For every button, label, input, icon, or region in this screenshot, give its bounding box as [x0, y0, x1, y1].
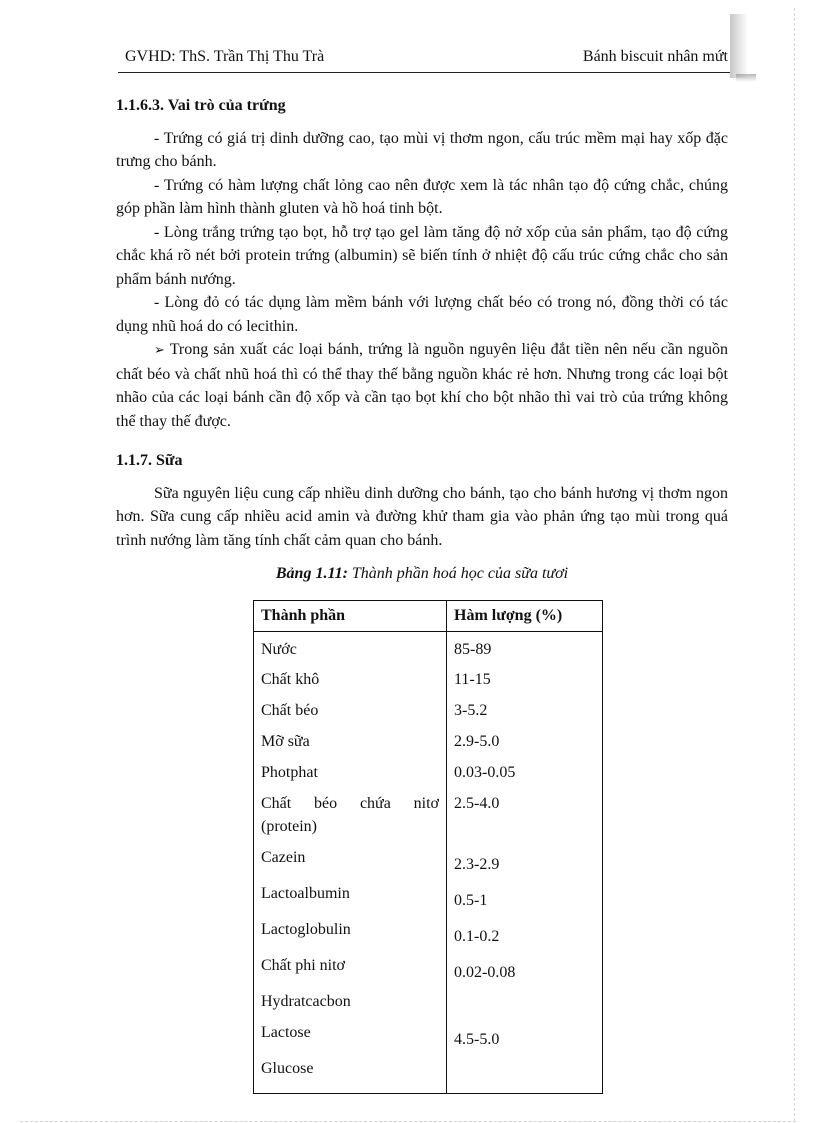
table-cell-component: Chất khô	[254, 662, 447, 693]
table-cell-component: Lactoglobulin	[254, 912, 447, 948]
table-caption-label: Bảng 1.11:	[275, 565, 348, 582]
table-cell-value: 85-89	[447, 631, 603, 662]
page-frame-bottom	[20, 1121, 796, 1122]
table-cell-component: Photphat	[254, 755, 447, 786]
table-cell-value	[447, 984, 603, 1015]
paragraph: - Trứng có giá trị dinh dưỡng cao, tạo mùi vị thơm ngon, cấu trúc mềm mại hay xốp đặc trưng cho bánh.	[116, 129, 728, 170]
paragraph: Sữa nguyên liệu cung cấp nhiều dinh dưỡng cho bánh, tạo cho bánh hương vị thơm ngon hơn. Sữa cung cấp nhiều acid amin và đường khử tham gia vào phản ứng tạo mùi trong quá trình nướng làm tăng tính chất cảm quan cho bánh.	[116, 484, 728, 549]
page-header	[120, 48, 730, 70]
table-cell-component: Nước	[254, 631, 447, 662]
table-cell-value: 11-15	[447, 662, 603, 693]
section-heading-egg: 1.1.6.3. Vai trò của trứng	[116, 97, 286, 114]
table-cell-component: Mỡ sữa	[254, 724, 447, 755]
table-cell-component: Chất béo	[254, 693, 447, 724]
table-cell-value: 2.3-2.9	[447, 840, 603, 876]
table-cell-value: 0.5-1	[447, 876, 603, 912]
paragraph: - Lòng đỏ có tác dụng làm mềm bánh với lượng chất béo có trong nó, đồng thời có tác dụng nhũ hoá do có lecithin.	[116, 294, 728, 335]
table-cell-component: Lactose	[254, 1015, 447, 1051]
conclusion-paragraph	[116, 338, 728, 433]
page-content	[116, 94, 728, 1094]
paragraph: - Trứng có hàm lượng chất lỏng cao nên được xem là tác nhân tạo độ cứng chắc, chúng góp phần làm hình thành gluten và hồ hoá tinh bột.	[116, 176, 728, 217]
table-row	[254, 786, 603, 840]
header-rule	[118, 72, 730, 73]
table-cell-value: 0.1-0.2	[447, 912, 603, 948]
table-row	[254, 912, 603, 948]
table-cell-value: 2.5-4.0	[447, 786, 603, 840]
table-cell-component: Chất phi nitơ	[254, 948, 447, 984]
table-cell-value	[447, 1051, 603, 1093]
table-cell-value: 4.5-5.0	[447, 1015, 603, 1051]
section-heading-milk: 1.1.7. Sữa	[116, 452, 183, 469]
table-cell-component-line: Chất béo chứa nitơ	[261, 795, 439, 812]
table-cell-component: Hydratcacbon	[254, 984, 447, 1015]
table-cell-value: 0.03-0.05	[447, 755, 603, 786]
table-row	[254, 662, 603, 693]
table-row	[254, 840, 603, 876]
table-row	[254, 984, 603, 1015]
header-title: Bánh biscuit nhân mứt	[582, 48, 728, 65]
table-cell-value: 3-5.2	[447, 693, 603, 724]
milk-composition-table	[253, 600, 603, 1094]
table-row	[254, 1015, 603, 1051]
conclusion-text: Trong sản xuất các loại bánh, trứng là nguồn nguyên liệu đắt tiền nên nếu cần nguồn chất béo và chất nhũ hoá thì có thể thay thế bằng nguồn khác rẻ hơn. Nhưng trong các loại bột nhão của các loại bánh cần độ xốp và cần tạo bọt khí cho bột nhão thì vai trò của trứng không thể thay thế được.	[116, 341, 729, 430]
table-cell-component: Lactoalbumin	[254, 876, 447, 912]
table-row	[254, 724, 603, 755]
table-header-cell: Hàm lượng (%)	[447, 600, 603, 631]
page-frame-right	[794, 8, 795, 1121]
table-row	[254, 755, 603, 786]
table-row	[254, 631, 603, 662]
table-caption-text: Thành phần hoá học của sữa tươi	[351, 565, 569, 582]
table-header-cell: Thành phần	[254, 600, 447, 631]
table-cell-component: Glucose	[254, 1051, 447, 1093]
table-cell-value: 2.9-5.0	[447, 724, 603, 755]
table-row	[254, 693, 603, 724]
header-instructor: GVHD: ThS. Trần Thị Thu Trà	[125, 48, 325, 65]
table-caption	[116, 562, 728, 586]
table-row	[254, 876, 603, 912]
table-cell-value: 0.02-0.08	[447, 948, 603, 984]
table-cell-component: Cazein	[254, 840, 447, 876]
header-shadow-corner	[736, 74, 756, 82]
paragraph: - Lòng trắng trứng tạo bọt, hỗ trợ tạo gel làm tăng độ nở xốp của sản phẩm, tạo độ cứng chắc khá rõ nét bởi protein trứng (albumin) sẽ biến tính ở nhiệt độ cấu trúc cứng chắc cho sản phẩm bánh nướng.	[116, 223, 728, 288]
header-shadow	[730, 14, 748, 78]
arrow-bullet-icon: ➢	[154, 343, 165, 358]
table-row	[254, 1051, 603, 1093]
table-row	[254, 948, 603, 984]
table-cell-component	[254, 786, 447, 840]
table-header-row	[254, 600, 603, 631]
table-cell-component-line: (protein)	[261, 818, 317, 835]
